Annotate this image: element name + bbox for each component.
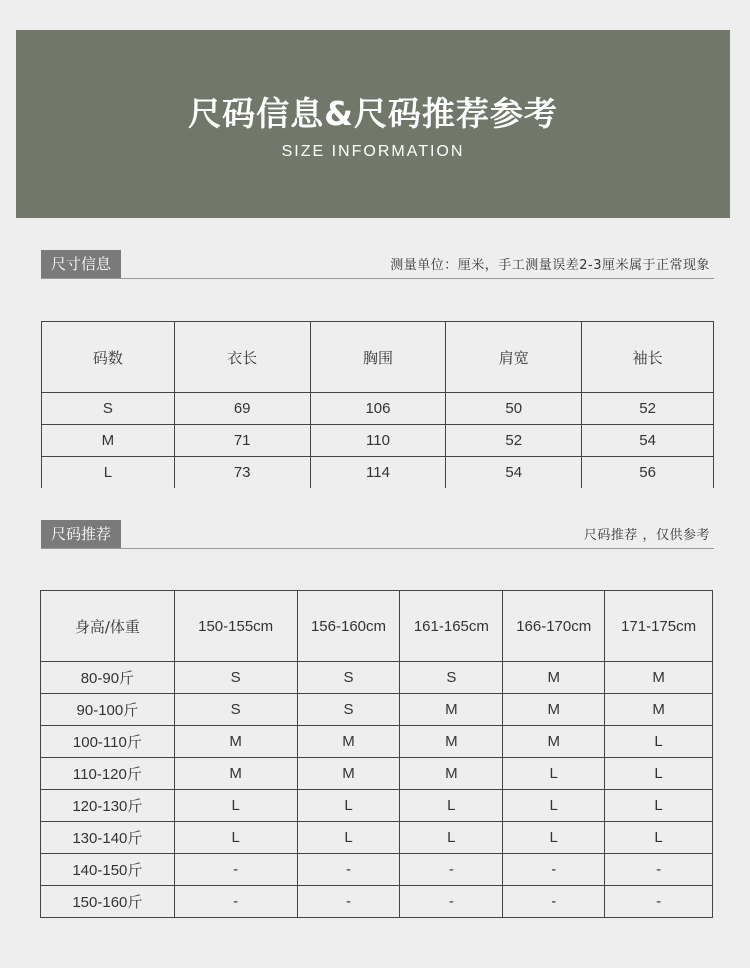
table-cell: 114	[310, 457, 446, 489]
table-row	[41, 758, 713, 790]
table-cell: M	[400, 758, 503, 790]
table-cell: S	[174, 694, 297, 726]
table-cell: S	[42, 393, 175, 425]
table-cell: M	[605, 694, 713, 726]
table-cell: 106	[310, 393, 446, 425]
table-row	[41, 726, 713, 758]
size-info-table	[41, 321, 714, 488]
table-cell: -	[174, 854, 297, 886]
table-header-cell: 156-160cm	[297, 591, 400, 662]
size-recommend-section-header	[41, 520, 714, 549]
table-cell: 73	[174, 457, 310, 489]
table-cell: 110	[310, 425, 446, 457]
table-row-header: 130-140斤	[41, 822, 175, 854]
table-row-header: 80-90斤	[41, 662, 175, 694]
table-header-cell: 袖长	[582, 322, 714, 393]
table-cell: M	[297, 726, 400, 758]
table-row	[41, 854, 713, 886]
table-header-cell: 161-165cm	[400, 591, 503, 662]
table-row	[41, 662, 713, 694]
table-cell: M	[174, 758, 297, 790]
table-header-row	[41, 591, 713, 662]
table-cell: L	[174, 790, 297, 822]
table-row	[42, 457, 714, 489]
size-recommend-note: 尺码推荐 ，仅供参考	[583, 528, 710, 543]
table-cell: L	[42, 457, 175, 489]
table-cell: 54	[446, 457, 582, 489]
table-cell: L	[503, 790, 605, 822]
size-recommend-label: 尺码推荐	[41, 520, 121, 548]
table-cell: -	[400, 886, 503, 918]
table-row	[42, 393, 714, 425]
size-info-section-header	[41, 250, 714, 279]
table-cell: 52	[446, 425, 582, 457]
header-banner	[16, 30, 730, 218]
table-row	[42, 425, 714, 457]
table-cell: -	[297, 854, 400, 886]
table-row	[41, 886, 713, 918]
table-cell: -	[605, 886, 713, 918]
table-row	[41, 694, 713, 726]
table-cell: S	[400, 662, 503, 694]
table-cell: 56	[582, 457, 714, 489]
table-row	[41, 790, 713, 822]
table-header-cell: 衣长	[174, 322, 310, 393]
table-cell: 52	[582, 393, 714, 425]
page-subtitle: SIZE INFORMATION	[281, 143, 465, 160]
table-cell: L	[400, 790, 503, 822]
table-cell: -	[400, 854, 503, 886]
table-header-cell: 150-155cm	[174, 591, 297, 662]
table-cell: M	[503, 662, 605, 694]
table-cell: M	[605, 662, 713, 694]
table-cell: -	[174, 886, 297, 918]
table-cell: -	[297, 886, 400, 918]
table-cell: L	[174, 822, 297, 854]
table-cell: M	[503, 694, 605, 726]
page-title: 尺码信息&尺码推荐参考	[188, 94, 558, 133]
table-cell: L	[503, 758, 605, 790]
table-cell: -	[503, 886, 605, 918]
table-row-header: 120-130斤	[41, 790, 175, 822]
table-header-cell: 身高/体重	[41, 591, 175, 662]
table-cell: 71	[174, 425, 310, 457]
table-header-cell: 码数	[42, 322, 175, 393]
table-cell: S	[174, 662, 297, 694]
table-cell: L	[605, 726, 713, 758]
table-cell: L	[297, 822, 400, 854]
size-info-label: 尺寸信息	[41, 250, 121, 278]
table-cell: M	[174, 726, 297, 758]
table-row-header: 90-100斤	[41, 694, 175, 726]
table-row-header: 110-120斤	[41, 758, 175, 790]
table-cell: L	[605, 758, 713, 790]
table-cell: M	[503, 726, 605, 758]
table-cell: L	[297, 790, 400, 822]
table-header-cell: 166-170cm	[503, 591, 605, 662]
table-cell: 50	[446, 393, 582, 425]
table-header-cell: 肩宽	[446, 322, 582, 393]
table-header-cell: 胸围	[310, 322, 446, 393]
table-cell: S	[297, 694, 400, 726]
table-header-cell: 171-175cm	[605, 591, 713, 662]
table-cell: M	[400, 694, 503, 726]
table-cell: L	[400, 822, 503, 854]
size-recommend-table	[40, 590, 713, 918]
table-cell: -	[605, 854, 713, 886]
table-cell: M	[42, 425, 175, 457]
table-cell: 54	[582, 425, 714, 457]
table-cell: L	[503, 822, 605, 854]
size-info-note: 测量单位：厘米，手工测量误差2-3厘米属于正常现象	[390, 258, 710, 273]
table-cell: -	[503, 854, 605, 886]
table-cell: 69	[174, 393, 310, 425]
table-cell: L	[605, 822, 713, 854]
table-cell: M	[400, 726, 503, 758]
table-row	[41, 822, 713, 854]
table-cell: S	[297, 662, 400, 694]
table-cell: M	[297, 758, 400, 790]
table-row-header: 140-150斤	[41, 854, 175, 886]
table-row-header: 150-160斤	[41, 886, 175, 918]
table-header-row	[42, 322, 714, 393]
table-cell: L	[605, 790, 713, 822]
table-row-header: 100-110斤	[41, 726, 175, 758]
